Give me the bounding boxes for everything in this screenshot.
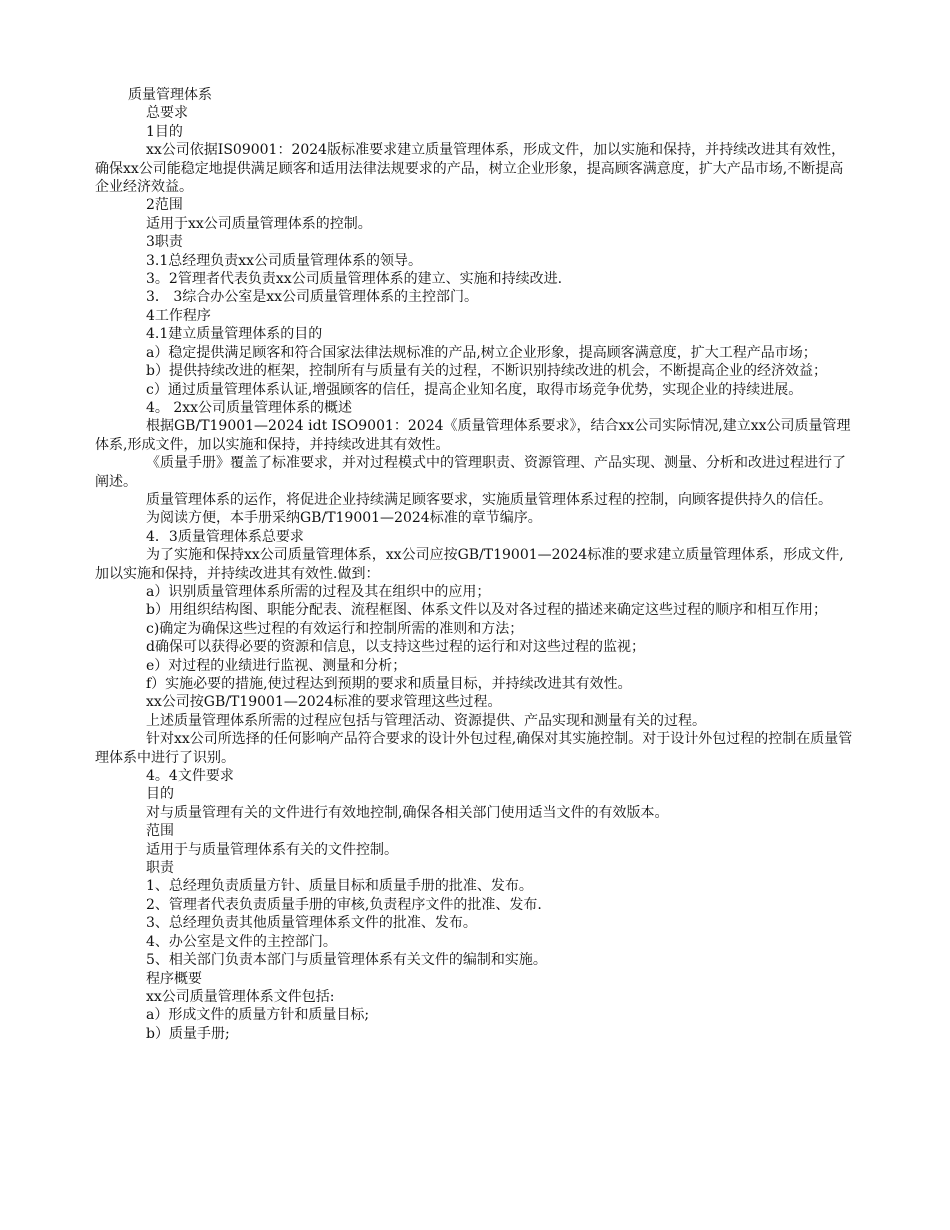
section-heading: 4工作程序: [146, 307, 211, 324]
paragraph: a）识别质量管理体系所需的过程及其在组织中的应用；: [146, 583, 491, 600]
paragraph: xx公司按GB/T19001—2024标准的要求管理这些过程。: [146, 694, 502, 711]
paragraph: 适用于xx公司质量管理体系的控制。: [146, 215, 372, 232]
section-heading: 职责: [146, 860, 174, 877]
paragraph: 上述质量管理体系所需的过程应包括与管理活动、资源提供、产品实现和测量有关的过程。: [146, 712, 706, 729]
section-heading: 目的: [146, 786, 174, 803]
section-heading: 总要求: [146, 105, 188, 122]
section-heading: 4、办公室是文件的主控部门。: [146, 933, 337, 950]
section-heading: 4．3质量管理体系总要求: [146, 528, 304, 545]
paragraph: c)确定为确保这些过程的有效运行和控制所需的准则和方法；: [146, 620, 524, 637]
section-heading: 适用于与质量管理体系有关的文件控制。: [146, 841, 398, 858]
section-heading: 3职责: [146, 234, 183, 251]
section-heading: b）质量手册;: [146, 1025, 230, 1042]
document-title: 质量管理体系: [128, 87, 212, 103]
paragraph: f）实施必要的措施,使过程达到预期的要求和质量目标，并持续改进其有效性。: [146, 676, 632, 692]
section-heading: 2范围: [146, 197, 183, 214]
section-heading: 1、总经理负责质量方针、质量目标和质量手册的批准、发布。: [146, 878, 533, 895]
section-heading: 范围: [146, 823, 174, 840]
paragraph: 为了实施和保持xx公司质量管理体系，xx公司应按GB/T19001—2024标准的要求建立质量管理体系，形成文件,加以实施和保持，并持续改进其有效性.做到：: [95, 547, 844, 582]
section-heading: 对与质量管理有关的文件进行有效地控制,确保各相关部门使用适当文件的有效版本。: [146, 804, 669, 821]
section-heading: 3。2管理者代表负责xx公司质量管理体系的建立、实施和持续改进.: [146, 271, 563, 288]
section-heading: a）形成文件的质量方针和质量目标;: [146, 1007, 370, 1024]
section-heading: 4.1建立质量管理体系的目的: [146, 326, 323, 343]
paragraph: 针对xx公司所选择的任何影响产品符合要求的设计外包过程,确保对其实施控制。对于设计外包过程的控制在质量管理体系中进行了识别。: [95, 731, 853, 766]
paragraph: 质量管理体系的运作，将促进企业持续满足顾客要求，实施质量管理体系过程的控制，向顾客提供持久的信任。: [146, 491, 832, 508]
paragraph: xx公司依据IS09001：2024版标准要求建立质量管理体系，形成文件，加以实施和保持，并持续改进其有效性，确保xx公司能稳定地提供满足顾客和适用法律法规要求的产品，树立企业形象，提高顾客满意度，扩大产品市场,不断提高企业经济效益。: [95, 142, 846, 196]
section-heading: 2、管理者代表负责质量手册的审核,负责程序文件的批准、发布.: [146, 896, 542, 913]
section-heading: 4。 2xx公司质量管理体系的概述: [146, 399, 353, 416]
paragraph: a）稳定提供满足顾客和符合国家法律法规标准的产品,树立企业形象，提高顾客满意度，扩大工程产品市场；: [146, 344, 817, 361]
section-heading: 3、总经理负责其他质量管理体系文件的批准、发布。: [146, 915, 477, 932]
section-heading: 5、相关部门负责本部门与质量管理体系有关文件的编制和实施。: [146, 952, 547, 969]
document-body: [95, 104, 855, 1043]
paragraph: e）对过程的业绩进行监视、测量和分析；: [146, 657, 407, 674]
paragraph: 根据GB/T19001—2024 idt ISO9001：2024《质量管理体系要求》，结合xx公司实际情况,建立xx公司质量管理体系,形成文件，加以实施和保持，并持续改进其有效性。: [95, 418, 851, 453]
paragraph: b）用组织结构图、职能分配表、流程框图、体系文件以及对各过程的描述来确定这些过程的顺序和相互作用；: [146, 602, 827, 619]
section-heading: 1目的: [146, 123, 183, 140]
paragraph: 《质量手册》覆盖了标准要求，并对过程模式中的管理职责、资源管理、产品实现、测量、分析和改进过程进行了阐述。: [95, 455, 846, 490]
paragraph: 为阅读方便，本手册采纳GB/T19001—2024标准的章节编序。: [146, 510, 542, 527]
section-heading: 3.1总经理负责xx公司质量管理体系的领导。: [146, 252, 423, 269]
section-heading: xx公司质量管理体系文件包括:: [146, 988, 335, 1005]
paragraph: b）提供持续改进的框架，控制所有与质量有关的过程，不断识别持续改进的机会，不断提高企业的经济效益；: [146, 363, 827, 380]
paragraph: c）通过质量管理体系认证,增强顾客的信任，提高企业知名度，取得市场竞争优势，实现企业的持续进展。: [146, 381, 803, 398]
paragraph: d确保可以获得必要的资源和信息，以支持这些过程的运行和对这些过程的监视；: [146, 639, 645, 656]
section-heading: 4。4文件要求: [146, 768, 234, 785]
section-heading: 3． 3综合办公室是xx公司质量管理体系的主控部门。: [146, 289, 479, 306]
section-heading: 程序概要: [146, 970, 202, 987]
